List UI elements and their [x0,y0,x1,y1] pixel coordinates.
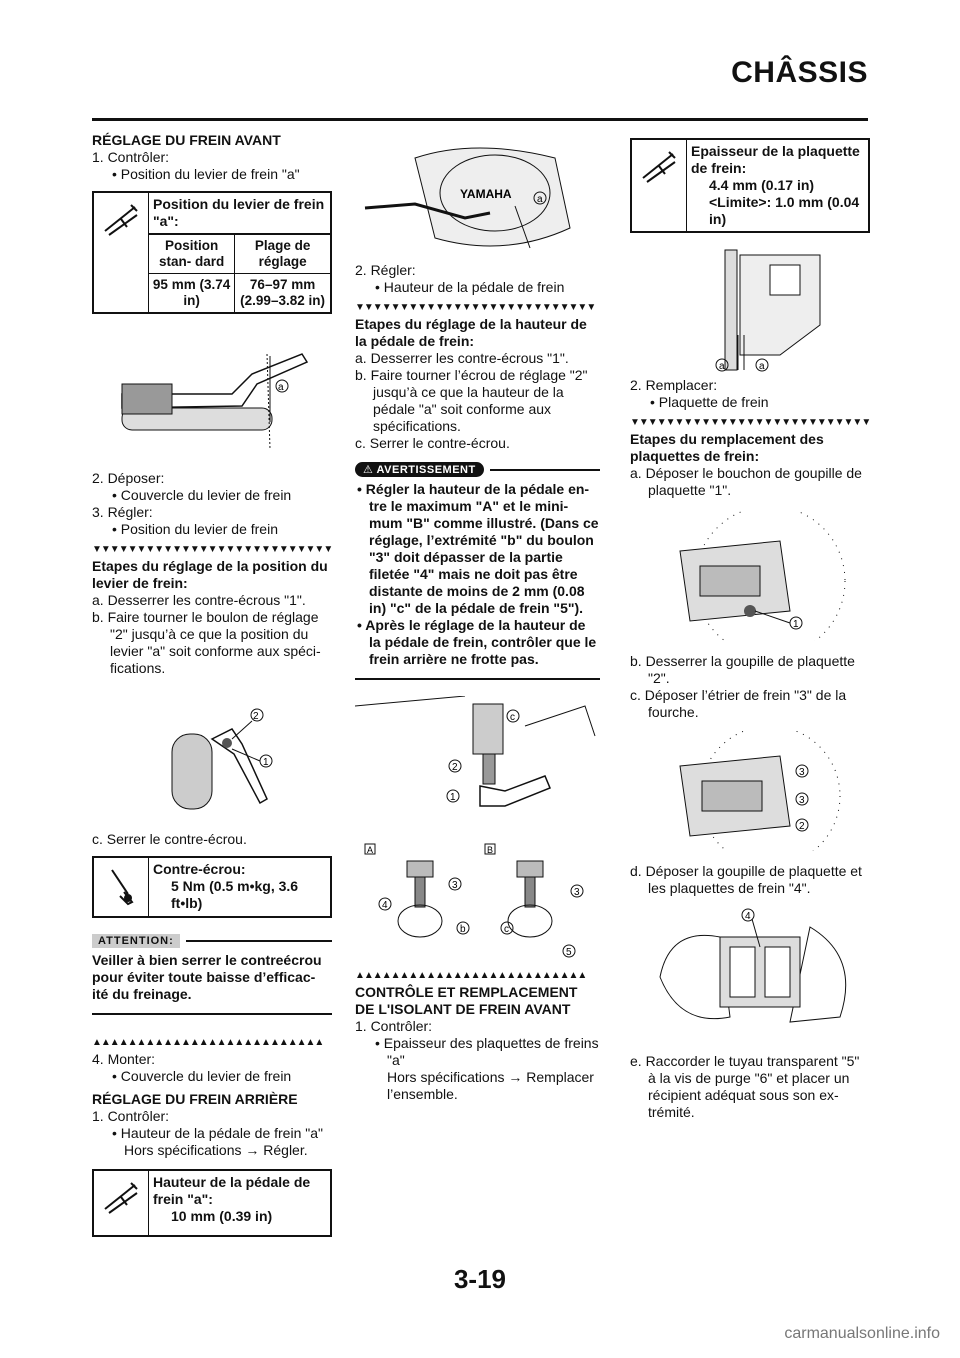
figure-pedal-adjuster [355,696,600,964]
step-item: • Epaisseur des plaquettes de freins "a" [375,1035,599,1068]
step-check: 1. Contrôler: [355,1018,433,1034]
procedure-heading: Etapes du réglage de la position du levier de frein: [92,558,328,591]
step-item: • Couvercle du levier de frein [112,487,292,503]
step-item: • Couvercle du levier de frein [112,1068,292,1084]
caliper-icon [632,140,687,231]
procedure-heading: Etapes du remplacement des plaquettes de frein: [630,431,824,464]
column-3 [630,128,870,1121]
figure-caliper-removal [630,731,870,851]
fig-label-2: 2 [452,762,458,773]
column-2 [355,128,600,1103]
spec-box-lever-position [92,191,332,314]
fig-label-3: 3 [452,880,458,891]
fig-label-2: 2 [253,711,259,722]
fig-label-5: 5 [566,947,572,958]
attention-end-rule [92,1013,332,1015]
spec-head-standard: Position stan- dard [149,235,235,274]
header-rule [92,118,868,121]
procedure-end-marks: ▲▲▲▲▲▲▲▲▲▲▲▲▲▲▲▲▲▲▲▲▲▲▲▲▲▲ [355,970,587,981]
spec-value: 4.4 mm (0.17 in) [709,177,815,193]
procedure-step: b. Faire tourner le boulon de réglage "2" jusqu’à ce que la position du levier "a" soit conforme aux spéci- fications. [92,609,321,676]
fig-label-3b: 3 [574,887,580,898]
spec-title: Contre-écrou: [153,861,246,877]
spec-box-pad-thickness [630,138,870,233]
spec-title: Position du levier de frein "a": [149,193,330,234]
section-heading-rear-brake: RÉGLAGE DU FREIN ARRIÈRE [92,1091,298,1107]
attention-badge: ATTENTION: [92,934,180,948]
warning-line [355,462,600,477]
spec-head-range: Plage de réglage [235,235,330,274]
spec-title: Hauteur de la pédale de frein "a": [153,1174,311,1207]
fig-label-a1: a [719,361,725,372]
fig-label-B: B [487,845,494,855]
warning-text-2: • Après le réglage de la hauteur de la pédale de frein, contrôler que le frein arrière ne frotte pas. [357,617,597,667]
step-item: • Hauteur de la pédale de frein [375,279,565,295]
fig-label-3a: 3 [799,767,805,778]
attention-text: Veiller à bien serrer le contreécrou pour éviter toute baisse d’efficac- ité du freinage. [92,952,322,1002]
spec-title: Epaisseur de la plaquette de frein: [691,143,860,176]
step-check: 1. Contrôler: [92,1108,170,1124]
step-replace: 2. Remplacer: [630,377,718,393]
torque-wrench-icon [94,858,149,916]
fig-label-4: 4 [745,911,751,922]
spec-value: 5 Nm (0.5 m•kg, 3.6 ft•lb) [171,878,299,911]
spec-table [149,234,330,312]
spec-value: 10 mm (0.39 in) [171,1208,273,1224]
step-adjust: 3. Régler: [92,504,153,520]
step-item: • Position du levier de frein "a" [112,166,300,182]
fig-label-1: 1 [450,792,456,803]
procedure-start-marks: ▼▼▼▼▼▼▼▼▼▼▼▼▼▼▼▼▼▼▼▼▼▼▼▼▼▼▼ [355,302,596,313]
figure-lever-bolts [92,699,332,819]
figure-brake-lever [92,334,332,454]
fig-label-c2: c [504,924,509,935]
section-heading-brake-pads: CONTRÔLE ET REMPLACEMENT DE L'ISOLANT DE FREIN AVANT [355,984,578,1017]
column-1 [92,128,332,1241]
procedure-step: c. Déposer l’étrier de frein "3" de la fourche. [630,687,847,720]
fig-label-2: 2 [799,821,805,832]
procedure-step: c. Serrer le contre-écrou. [355,435,510,451]
caliper-icon [94,1171,149,1235]
procedure-step: a. Desserrer les contre-écrous "1". [92,592,306,608]
step-item: • Plaquette de frein [650,394,769,410]
spec-box-pedal-height [92,1169,332,1237]
fig-label-1: 1 [793,619,799,630]
fig-label-a2: a [759,361,765,372]
watermark: carmanualsonline.info [784,1325,940,1342]
figure-pad-thickness [630,245,870,375]
procedure-start-marks: ▼▼▼▼▼▼▼▼▼▼▼▼▼▼▼▼▼▼▼▼▼▼▼▼▼▼▼ [630,417,870,428]
step-install: 4. Monter: [92,1051,156,1067]
fig-label-a: a [537,194,543,205]
page-title: CHÂSSIS [731,56,868,89]
procedure-step: a. Déposer le bouchon de goupille de plaquette "1". [630,465,862,498]
warning-text-1: • Régler la hauteur de la pédale en- tre le maximum "A" et le mini- mum "B" comme illustré. (Dans ce réglage, l’extrémité "b" du boulon "3" doit dépasser de la partie filetée "4" mais ne doit pas être distante de moins de 2 mm (0.08 in) "c" de la pédale de frein "5"). [357,481,599,616]
step-remove: 2. Déposer: [92,470,165,486]
procedure-step: e. Raccorder le tuyau transparent "5" à la vis de purge "6" et placer un récipient adéquat sous son ex- trémité. [630,1053,860,1120]
warning-badge: ⚠ AVERTISSEMENT [355,462,484,477]
spec-value-standard: 95 mm (3.74 in) [149,274,235,313]
procedure-step: b. Faire tourner l’écrou de réglage "2" jusqu’à ce que la hauteur de la pédale "a" soit conforme aux spécifications. [355,367,588,434]
attention-line [92,934,332,948]
procedure-step: c. Serrer le contre-écrou. [92,831,247,847]
warning-end-rule [355,678,600,680]
fig-label-4: 4 [382,900,388,911]
spec-limit: <Limite>: 1.0 mm (0.04 in) [709,194,860,227]
fig-label-b: b [460,924,466,935]
fig-brand: YAMAHA [460,187,512,201]
step-adjust: 2. Régler: [355,262,416,278]
procedure-end-marks: ▲▲▲▲▲▲▲▲▲▲▲▲▲▲▲▲▲▲▲▲▲▲▲▲▲▲ [92,1037,324,1048]
procedure-heading: Etapes du réglage de la hauteur de la pédale de frein: [355,316,587,349]
step-item: • Hauteur de la pédale de frein "a" [112,1125,323,1141]
step-note: Hors spécifications → Régler. [124,1142,308,1158]
step-item: • Position du levier de frein [112,521,278,537]
fig-label-3b: 3 [799,795,805,806]
spec-box-locknut [92,856,332,918]
procedure-start-marks: ▼▼▼▼▼▼▼▼▼▼▼▼▼▼▼▼▼▼▼▼▼▼▼▼▼▼▼ [92,544,332,555]
fig-label-A: A [367,845,374,855]
figure-pad-removal [630,907,870,1037]
fig-label-a: a [278,382,284,393]
page-number: 3-19 [453,1264,507,1294]
step-note: Hors spécifications → Remplacer l’ensemble. [387,1069,594,1102]
step-check: 1. Contrôler: [92,149,170,165]
spec-value-range: 76–97 mm (2.99–3.82 in) [235,274,330,313]
procedure-step: a. Desserrer les contre-écrous "1". [355,350,569,366]
caliper-icon [94,193,149,312]
fig-label-1: 1 [263,757,269,768]
procedure-step: b. Desserrer la goupille de plaquette "2". [630,653,855,686]
procedure-step: d. Déposer la goupille de plaquette et les plaquettes de frein "4". [630,863,862,896]
figure-caliper-pin-plug [630,511,870,641]
section-heading-front-brake: RÉGLAGE DU FREIN AVANT [92,132,281,148]
figure-brake-pedal [355,138,600,260]
fig-label-c: c [510,712,515,723]
